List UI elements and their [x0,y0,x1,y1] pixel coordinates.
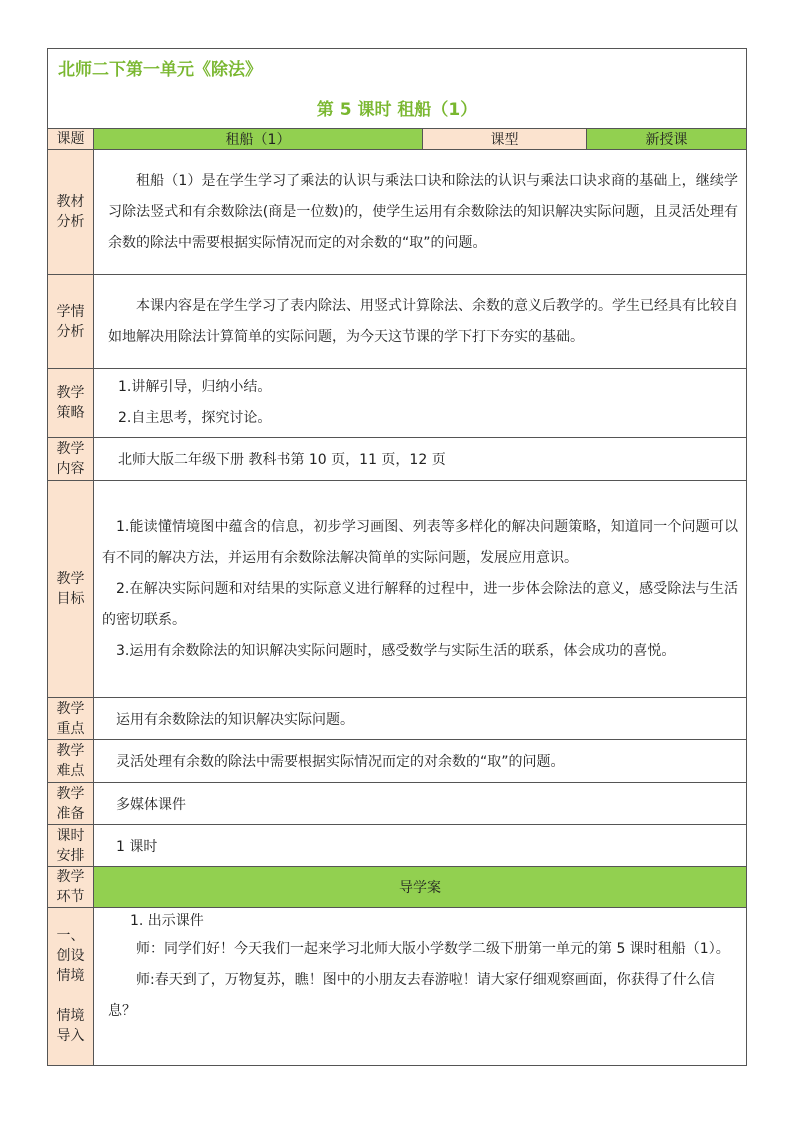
section1-para: 师:春天到了，万物复苏，瞧！图中的小朋友去春游啦！请大家仔细观察画面，你获得了什么信息？ [108,972,715,1019]
course-topic: 租船（1） [94,129,423,150]
key-text: 运用有余数除法的知识解决实际问题。 [94,698,747,740]
goal-item: 2.在解决实际问题和对结果的实际意义进行解释的过程中，进一步体会除法的意义，感受除法与生活的密切联系。 [102,580,738,628]
goals-list [94,481,747,698]
goal-item: 3.运用有余数除法的知识解决实际问题时，感受数学与实际生活的联系，体会成功的喜悦。 [116,642,676,659]
process-title: 导学案 [94,867,747,908]
strategy-item: 2.自主思考，探究讨论。 [118,410,272,426]
textbook-analysis: 租船（1）是在学生学习了乘法的认识与乘法口诀和除法的认识与乘法口诀求商的基础上，继续学习除法竖式和有余数除法(商是一位数)的，使学生运用有余数除法的知识解决实际问题，且灵活处理有余数的除法中需要根据实际情况而定的对余数的“取”的问题。 [94,150,747,275]
key-row [48,698,747,740]
content-label: 教学 内容 [48,438,94,481]
process-label: 教学 环节 [48,867,94,908]
section1-para: 师：同学们好！今天我们一起来学习北师大版小学数学二级下册第一单元的第 5 课时租船（1）。 [136,941,730,957]
goal-item: 1.能读懂情境图中蕴含的信息，初步学习画图、列表等多样化的解决问题策略，知道同一个问题可以有不同的解决方法，并运用有余数除法解决简单的实际问题，发展应用意识。 [102,518,738,566]
title-row [48,49,747,87]
course-type-label: 课型 [423,129,587,150]
section1-label: 一、 创设 情境 情境 导入 [48,908,94,1066]
section1-body [94,908,747,1066]
course-type-value: 新授课 [587,129,747,150]
key-label: 教学 重点 [48,698,94,740]
prep-row [48,783,747,825]
strategy-label: 教学 策略 [48,369,94,438]
course-label: 课题 [48,129,94,150]
student-analysis: 本课内容是在学生学习了表内除法、用竖式计算除法、余数的意义后教学的。学生已经具有比较自如地解决用除法计算简单的实际问题，为今天这节课的学下打下夯实的基础。 [94,275,747,369]
lesson-plan-table [47,48,747,1066]
strategy-row [48,369,747,438]
unit-title: 北师二下第一单元《除法》 [48,49,747,87]
strategy-list [94,369,747,438]
prep-text: 多媒体课件 [94,783,747,825]
textbook-row [48,150,747,275]
difficulty-text: 灵活处理有余数的除法中需要根据实际情况而定的对余数的“取”的问题。 [94,740,747,783]
textbook-label: 教材 分析 [48,150,94,275]
schedule-text: 1 课时 [94,825,747,867]
lesson-title: 第 5 课时 租船（1） [48,86,747,129]
difficulty-label: 教学 难点 [48,740,94,783]
section1-row [48,908,747,1066]
section1-step: 1. 出示课件 [130,913,204,929]
schedule-label: 课时 安排 [48,825,94,867]
process-row [48,867,747,908]
content-text: 北师大版二年级下册 教科书第 10 页，11 页，12 页 [94,438,747,481]
student-label: 学情 分析 [48,275,94,369]
goals-label: 教学 目标 [48,481,94,698]
strategy-item: 1.讲解引导，归纳小结。 [118,379,272,395]
prep-label: 教学 准备 [48,783,94,825]
content-row [48,438,747,481]
schedule-row [48,825,747,867]
lesson-row [48,86,747,129]
course-row [48,129,747,150]
goals-row [48,481,747,698]
difficulty-row [48,740,747,783]
student-row [48,275,747,369]
